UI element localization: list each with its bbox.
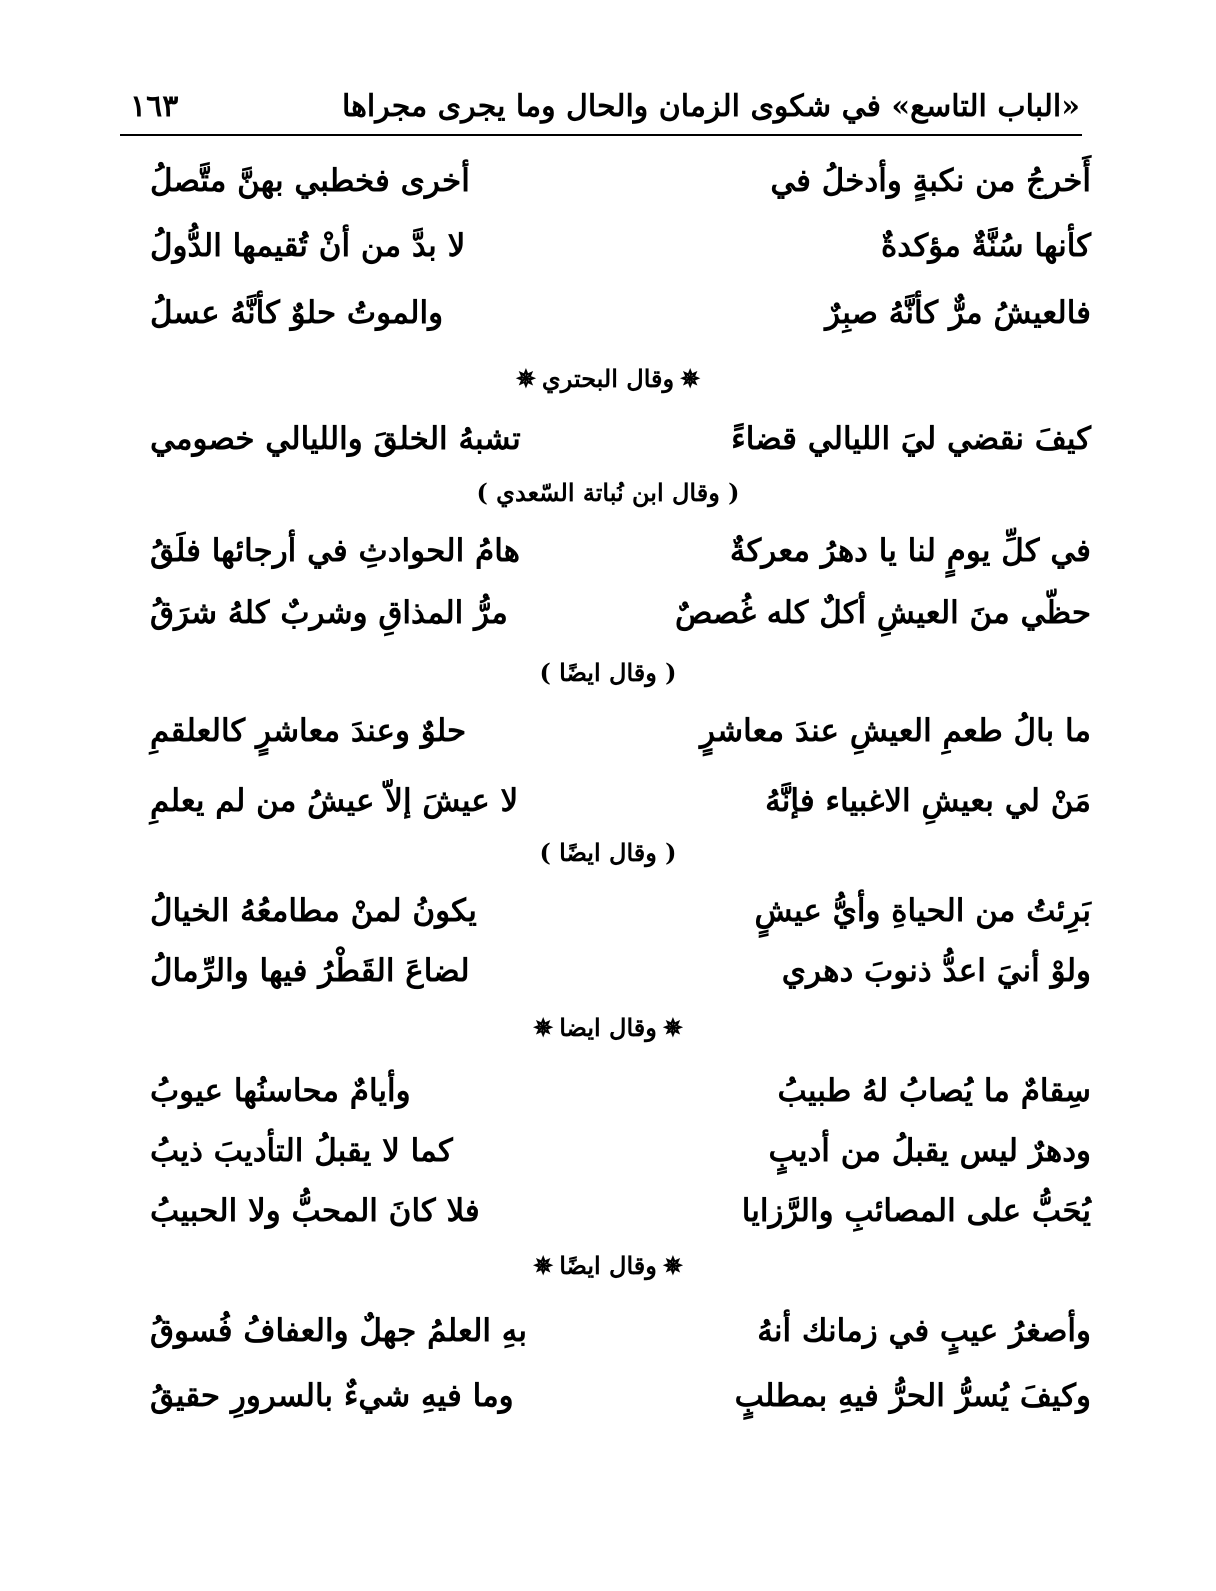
second-hemistich: هامُ الحوادثِ في أرجائها فلَقُ — [150, 533, 520, 569]
verse-line — [0, 1180, 1216, 1242]
second-hemistich: مرُّ المذاقِ وشربٌ كلهُ شرَقُ — [150, 595, 508, 631]
first-hemistich: في كلِّ يومٍ لنا يا دهرُ معركةٌ — [729, 533, 1091, 569]
section-heading — [0, 470, 1216, 514]
second-hemistich: لا بدَّ من أنْ تُقيمها الدُّولُ — [150, 228, 466, 264]
first-hemistich: ما بالُ طعمِ العيشِ عندَ معاشرٍ — [700, 713, 1091, 749]
second-hemistich: أخرى فخطبي بهنَّ متَّصلُ — [150, 163, 470, 199]
verse-line — [0, 1365, 1216, 1427]
running-header — [120, 82, 1080, 130]
second-hemistich: وأيامٌ محاسنُها عيوبُ — [150, 1073, 411, 1109]
heading-text: وقال ايضا — [559, 1012, 657, 1042]
first-hemistich: بَرِئتُ من الحياةِ وأيُّ عيشٍ — [754, 893, 1091, 929]
verse-line — [0, 1300, 1216, 1362]
verse-line — [0, 700, 1216, 762]
second-hemistich: يكونُ لمنْ مطامعُهُ الخيالُ — [150, 893, 477, 929]
first-hemistich: وأصغرُ عيبٍ في زمانك أنهُ — [757, 1313, 1091, 1349]
verse-line — [0, 520, 1216, 582]
verse-line — [0, 880, 1216, 942]
second-hemistich: بهِ العلمُ جهلٌ والعفافُ فُسوقُ — [150, 1313, 528, 1349]
first-hemistich: مَنْ لي بعيشِ الاغبياء فإنَّهُ — [765, 783, 1091, 819]
verse-line — [0, 282, 1216, 344]
first-hemistich: حظّي منَ العيشِ أكلٌ كله غُصصٌ — [674, 595, 1091, 631]
heading-text: ( وقال ايضًا ) — [539, 657, 677, 687]
section-heading — [0, 1005, 1216, 1049]
first-hemistich: أَخرجُ من نكبةٍ وأدخلُ في — [770, 163, 1091, 199]
verse-line — [0, 215, 1216, 277]
section-heading — [0, 830, 1216, 874]
second-hemistich: حلوٌ وعندَ معاشرٍ كالعلقمِ — [150, 713, 467, 749]
ornament-icon: ✵ — [662, 1250, 683, 1280]
section-heading — [0, 650, 1216, 694]
heading-text: ( وقال ايضًا ) — [539, 837, 677, 867]
verse-line — [0, 1120, 1216, 1182]
second-hemistich: والموتُ حلوٌ كأنَّهُ عسلُ — [150, 295, 444, 331]
ornament-icon: ✵ — [533, 1012, 554, 1042]
ornament-icon: ✵ — [515, 363, 536, 393]
first-hemistich: سِقامٌ ما يُصابُ لهُ طبيبُ — [777, 1073, 1091, 1109]
heading-text: وقال ايضًا — [559, 1250, 657, 1280]
ornament-icon: ✵ — [533, 1250, 554, 1280]
ornament-icon: ✵ — [662, 1012, 683, 1042]
verse-line — [0, 408, 1216, 470]
verse-line — [0, 150, 1216, 212]
first-hemistich: فالعيشُ مرٌّ كأنَّهُ صبِرٌ — [825, 295, 1091, 331]
verse-line — [0, 940, 1216, 1002]
second-hemistich: وما فيهِ شيءٌ بالسرورِ حقيقُ — [150, 1378, 514, 1414]
page-number: ١٦٣ — [130, 88, 179, 124]
header-rule — [120, 134, 1082, 136]
verse-line — [0, 1060, 1216, 1122]
first-hemistich: يُحَبُّ على المصائبِ والرَّزايا — [741, 1193, 1091, 1229]
section-heading — [0, 356, 1216, 400]
verse-line — [0, 770, 1216, 832]
heading-text: وقال البحتري — [541, 363, 675, 393]
second-hemistich: لا عيشَ إلاّ عيشُ من لم يعلمِ — [150, 783, 519, 819]
heading-text: ( وقال ابن نُباتة السّعدي ) — [476, 477, 740, 507]
first-hemistich: ودهرٌ ليس يقبلُ من أديبٍ — [768, 1133, 1091, 1169]
first-hemistich: كيفَ نقضي ليَ الليالي قضاءً — [731, 421, 1091, 457]
second-hemistich: كما لا يقبلُ التأديبَ ذيبُ — [150, 1133, 453, 1169]
chapter-title: «الباب التاسع» في شكوى الزمان والحال وما يجرى مجراها — [341, 88, 1080, 124]
second-hemistich: تشبهُ الخلقَ والليالي خصومي — [150, 421, 521, 457]
first-hemistich: ولوْ أنيَ اعدُّ ذنوبَ دهري — [781, 953, 1091, 989]
first-hemistich: وكيفَ يُسرُّ الحرُّ فيهِ بمطلبٍ — [734, 1378, 1091, 1414]
ornament-icon: ✵ — [680, 363, 701, 393]
second-hemistich: فلا كانَ المحبُّ ولا الحبيبُ — [150, 1193, 480, 1229]
first-hemistich: كأنها سُنَّةٌ مؤكدةٌ — [881, 228, 1091, 264]
second-hemistich: لضاعَ القَطْرُ فيها والرِّمالُ — [150, 953, 470, 989]
section-heading — [0, 1243, 1216, 1287]
verse-line — [0, 582, 1216, 644]
